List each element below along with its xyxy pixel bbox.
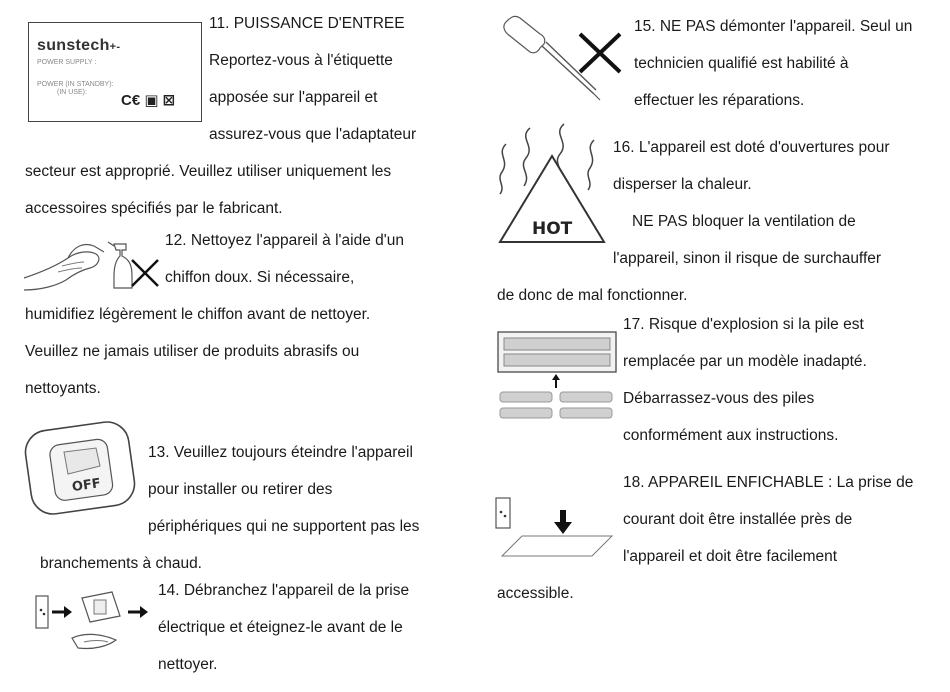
item-16-line-5: de donc de mal fonctionner. <box>497 287 688 304</box>
certification-marks: C€ ▣ ⊠ <box>121 92 176 109</box>
item-11-line-1: 11. PUISSANCE D'ENTREE <box>209 15 405 32</box>
item-16-line-2: disperser la chaleur. <box>613 176 752 193</box>
item-14-line-1: 14. Débranchez l'appareil de la prise <box>158 582 410 599</box>
hot-label: HOT <box>532 219 573 239</box>
item-13-line-4: branchements à chaud. <box>40 555 202 572</box>
item-12-line-4: Veuillez ne jamais utiliser de produits abrasifs ou <box>25 343 360 360</box>
unplug-sequence-icon <box>32 586 156 658</box>
item-11-line-4: assurez-vous que l'adaptateur <box>209 126 417 143</box>
battery-compartment-icon <box>496 330 620 430</box>
item-15-line-2: technicien qualifié est habilité à <box>634 55 849 72</box>
item-17-line-2: remplacée par un modèle inadapté. <box>623 353 867 370</box>
hot-warning-icon <box>492 120 612 248</box>
item-13-line-1: 13. Veuillez toujours éteindre l'appareil <box>148 444 413 461</box>
in-use-label: (IN USE): <box>57 89 87 96</box>
item-12-line-1: 12. Nettoyez l'appareil à l'aide d'un <box>165 232 404 249</box>
item-16-line-4: l'appareil, sinon il risque de surchauffer <box>613 250 882 267</box>
screwdriver-prohibited-icon <box>496 10 636 110</box>
item-11-line-6: accessoires spécifiés par le fabricant. <box>25 200 283 217</box>
power-supply-label: POWER SUPPLY : <box>37 59 97 66</box>
item-16-line-3: NE PAS bloquer la ventilation de <box>632 213 856 230</box>
item-17-line-4: conformément aux instructions. <box>623 427 839 444</box>
item-12-line-5: nettoyants. <box>25 380 101 397</box>
item-18-line-1: 18. APPAREIL ENFICHABLE : La prise de <box>623 474 914 491</box>
item-13-line-3: périphériques qui ne supportent pas les <box>148 518 420 535</box>
item-14-line-2: électrique et éteignez-le avant de le <box>158 619 403 636</box>
power-standby-label: POWER (IN STANDBY): <box>37 81 114 88</box>
item-17-line-1: 17. Risque d'explosion si la pile est <box>623 316 864 333</box>
item-11-line-2: Reportez-vous à l'étiquette <box>209 52 393 69</box>
brand-logo: sunstech+- <box>37 37 121 54</box>
power-switch-icon <box>22 418 142 518</box>
rating-label-figure <box>28 22 202 122</box>
wall-socket-icon <box>492 494 616 564</box>
cleaning-cloth-icon <box>22 236 162 294</box>
item-16-line-1: 16. L'appareil est doté d'ouvertures pour <box>613 139 890 156</box>
item-17-line-3: Débarrassez-vous des piles <box>623 390 815 407</box>
item-15-line-1: 15. NE PAS démonter l'appareil. Seul un <box>634 18 913 35</box>
item-12-line-2: chiffon doux. Si nécessaire, <box>165 269 355 286</box>
item-12-line-3: humidifiez légèrement le chiffon avant de nettoyer. <box>25 306 371 323</box>
item-11-line-3: apposée sur l'appareil et <box>209 89 378 106</box>
item-18-line-2: courant doit être installée près de <box>623 511 853 528</box>
item-18-line-3: l'appareil et doit être facilement <box>623 548 838 565</box>
item-13-line-2: pour installer ou retirer des <box>148 481 333 498</box>
item-14-line-3: nettoyer. <box>158 656 218 673</box>
item-11-line-5: secteur est approprié. Veuillez utiliser uniquement les <box>25 163 392 180</box>
off-label: OFF <box>71 476 102 496</box>
item-18-line-4: accessible. <box>497 585 574 602</box>
item-15-line-3: effectuer les réparations. <box>634 92 805 109</box>
